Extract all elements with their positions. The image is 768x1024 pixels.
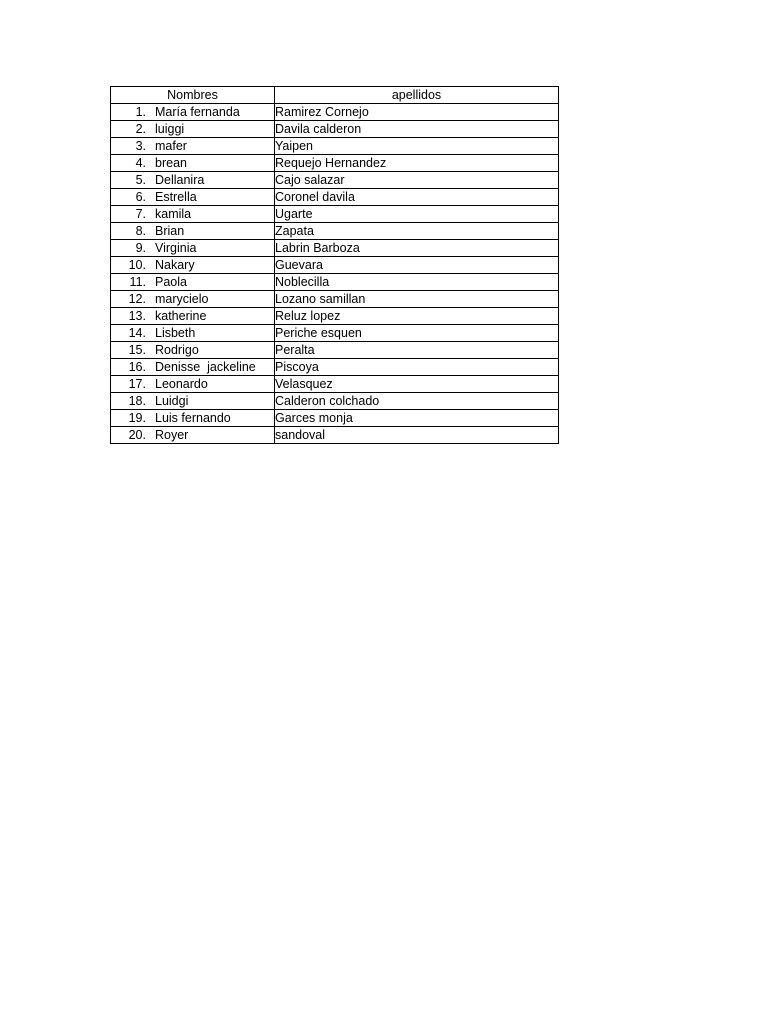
first-name: kamila [155,207,192,221]
row-number: 13. [128,309,146,323]
surname-cell: Garces monja [275,410,559,427]
first-name: Lisbeth [155,326,196,340]
first-name: Luidgi [155,394,189,408]
first-name: Brian [155,224,185,238]
row-number: 5. [135,173,146,187]
first-name: Denisse jackeline [155,360,256,374]
row-number: 20. [128,428,146,442]
table-row [111,172,559,189]
name-cell [111,376,275,393]
first-name: Rodrigo [155,343,199,357]
name-cell [111,342,275,359]
surname-cell: Ramirez Cornejo [275,104,559,121]
table-row [111,291,559,308]
first-name: Dellanira [155,173,205,187]
first-name: luiggi [155,122,185,136]
table-row [111,359,559,376]
surname-cell: Coronel davila [275,189,559,206]
surname-cell: Velasquez [275,376,559,393]
table-row [111,121,559,138]
surname-cell: Noblecilla [275,274,559,291]
table-row [111,410,559,427]
table-row [111,274,559,291]
row-number: 3. [135,139,146,153]
row-number: 12. [128,292,146,306]
surname-cell: Periche esquen [275,325,559,342]
row-number: 14. [128,326,146,340]
header-apellidos: apellidos [275,87,559,104]
row-number: 16. [128,360,146,374]
row-number: 8. [135,224,146,238]
table-row [111,223,559,240]
row-number: 11. [129,275,146,289]
table-header-row [111,87,559,104]
surname-cell: Calderon colchado [275,393,559,410]
name-cell [111,393,275,410]
name-cell [111,427,275,444]
name-cell [111,189,275,206]
name-cell [111,240,275,257]
surname-cell: Cajo salazar [275,172,559,189]
row-number: 19. [128,411,146,425]
surname-cell: sandoval [275,427,559,444]
row-number: 1. [135,105,146,119]
name-cell [111,223,275,240]
table-row [111,240,559,257]
row-number: 15. [128,343,146,357]
name-cell [111,206,275,223]
surname-cell: Requejo Hernandez [275,155,559,172]
row-number: 4. [135,156,146,170]
first-name: María fernanda [155,105,240,119]
first-name: marycielo [155,292,209,306]
name-cell [111,410,275,427]
first-name: Paola [155,275,187,289]
table-row [111,189,559,206]
surname-cell: Reluz lopez [275,308,559,325]
first-name: brean [155,156,187,170]
surname-cell: Peralta [275,342,559,359]
name-cell [111,325,275,342]
table-row [111,376,559,393]
row-number: 6. [135,190,146,204]
row-number: 17. [128,377,146,391]
name-cell [111,104,275,121]
first-name: Nakary [155,258,195,272]
name-cell [111,274,275,291]
row-number: 2. [135,122,146,136]
row-number: 10. [128,258,146,272]
name-cell [111,257,275,274]
name-cell [111,308,275,325]
first-name: mafer [155,139,187,153]
first-name: Luis fernando [155,411,231,425]
surname-cell: Labrin Barboza [275,240,559,257]
name-cell [111,359,275,376]
table-row [111,104,559,121]
name-cell [111,291,275,308]
names-table [110,86,559,444]
surname-cell: Zapata [275,223,559,240]
table-row [111,138,559,155]
table-row [111,393,559,410]
first-name: Leonardo [155,377,208,391]
row-number: 18. [128,394,146,408]
row-number: 9. [135,241,146,255]
table-body [111,104,559,444]
table-row [111,308,559,325]
first-name: katherine [155,309,207,323]
header-nombres: Nombres [111,87,275,104]
table-row [111,155,559,172]
name-cell [111,121,275,138]
name-cell [111,172,275,189]
name-cell [111,138,275,155]
table-row [111,427,559,444]
surname-cell: Davila calderon [275,121,559,138]
surname-cell: Yaipen [275,138,559,155]
surname-cell: Ugarte [275,206,559,223]
table-row [111,257,559,274]
surname-cell: Lozano samillan [275,291,559,308]
table-row [111,325,559,342]
first-name: Estrella [155,190,197,204]
first-name: Royer [155,428,189,442]
table-row [111,342,559,359]
table-row [111,206,559,223]
surname-cell: Guevara [275,257,559,274]
name-cell [111,155,275,172]
surname-cell: Piscoya [275,359,559,376]
row-number: 7. [135,207,146,221]
first-name: Virginia [155,241,197,255]
